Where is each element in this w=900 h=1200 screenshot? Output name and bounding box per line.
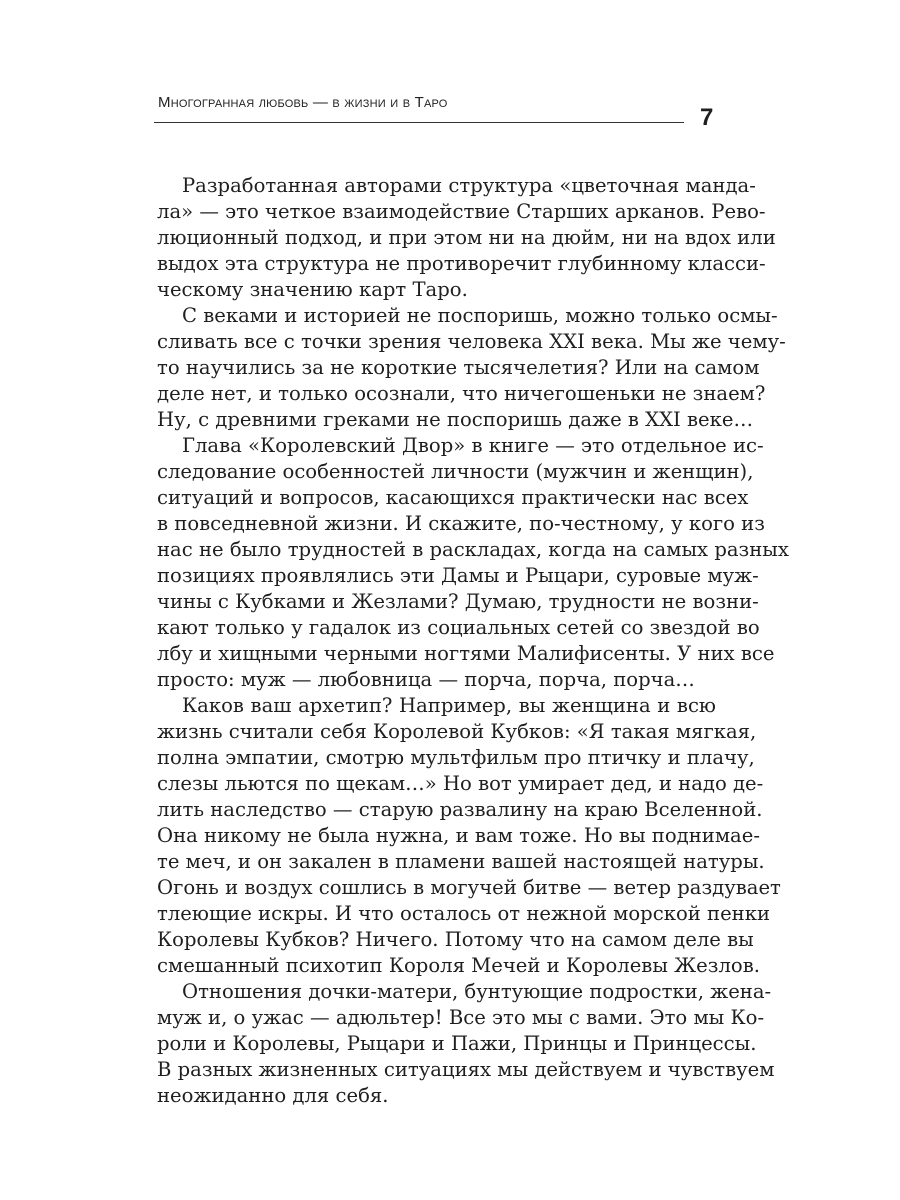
text-line: смешанный психотип Короля Мечей и Королевы Жезлов. (157, 954, 760, 977)
paragraph (157, 979, 775, 1109)
text-line: Каков ваш архетип? Например, вы женщина и всю (182, 694, 716, 717)
text-line: кают только у гадалок из социальных сетей со звездой во (157, 616, 760, 639)
text-line: слезы льются по щекам…» Но вот умирает дед, и надо де- (157, 772, 764, 795)
text-line: Ну, с древними греками не поспоришь даже в XXI веке… (157, 408, 754, 431)
text-line: Глава «Королевский Двор» в книге — это отдельное ис- (182, 434, 764, 457)
text-line: те меч, и он закален в пламени вашей настоящей натуры. (157, 850, 765, 873)
text-line: Королевы Кубков? Ничего. Потому что на самом деле вы (157, 928, 754, 951)
paragraph (157, 303, 786, 433)
text-line: позициях проявлялись эти Дамы и Рыцари, суровые муж- (157, 564, 759, 587)
paragraph (157, 693, 781, 979)
text-line: ла» — это четкое взаимодействие Старших арканов. Рево- (157, 200, 766, 223)
text-line: роли и Королевы, Рыцари и Пажи, Принцы и Принцессы. (157, 1032, 757, 1055)
text-line: то научились за не короткие тысячелетия? Или на самом (157, 356, 760, 379)
header-rule (154, 122, 684, 123)
text-line: Разработанная авторами структура «цветочная манда- (182, 174, 756, 197)
text-line: В разных жизненных ситуациях мы действуем и чувствуем (157, 1058, 775, 1081)
text-line: ситуаций и вопросов, касающихся практически нас всех (157, 486, 749, 509)
running-head-title: Многогранная любовь — в жизни и в Таро (158, 94, 448, 111)
text-line: тлеющие искры. И что осталось от нежной морской пенки (157, 902, 771, 925)
text-line: жизнь считали себя Королевой Кубков: «Я такая мягкая, (157, 720, 757, 743)
paragraph (157, 173, 776, 303)
text-line: Огонь и воздух сошлись в могучей битве — ветер раздувает (157, 876, 781, 899)
text-line: лбу и хищными черными ногтями Малифисенты. У них все (157, 642, 775, 665)
text-line: полна эмпатии, смотрю мультфильм про птичку и плачу, (157, 746, 755, 769)
text-line: следование особенностей личности (мужчин и женщин), (157, 460, 754, 483)
text-line: Отношения дочки-матери, бунтующие подростки, жена- (182, 980, 772, 1003)
text-line: деле нет, и только осознали, что ничегошеньки не знаем? (157, 382, 766, 405)
text-line: лить наследство — старую развалину на краю Вселенной. (157, 798, 763, 821)
text-line: ческому значению карт Таро. (157, 278, 468, 301)
text-line: Она никому не была нужна, и вам тоже. Но вы поднимае- (157, 824, 760, 847)
text-line: С веками и историей не поспоришь, можно только осмы- (182, 304, 778, 327)
text-line: чины с Кубками и Жезлами? Думаю, трудности не возни- (157, 590, 759, 613)
text-line: выдох эта структура не противоречит глубинному класси- (157, 252, 766, 275)
text-line: муж и, о ужас — адюльтер! Все это мы с вами. Это мы Ко- (157, 1006, 765, 1029)
paragraph (157, 433, 789, 693)
text-line: нас не было трудностей в раскладах, когда на самых разных (157, 538, 789, 561)
page-number: 7 (700, 104, 714, 131)
text-line: просто: муж — любовница — порча, порча, порча… (157, 668, 695, 691)
text-line: люционный подход, и при этом ни на дюйм, ни на вдох или (157, 226, 776, 249)
text-line: неожиданно для себя. (157, 1084, 389, 1107)
text-line: сливать все с точки зрения человека XXI века. Мы же чему- (157, 330, 786, 353)
text-line: в повседневной жизни. И скажите, по-честному, у кого из (157, 512, 765, 535)
body-text (157, 173, 789, 1109)
